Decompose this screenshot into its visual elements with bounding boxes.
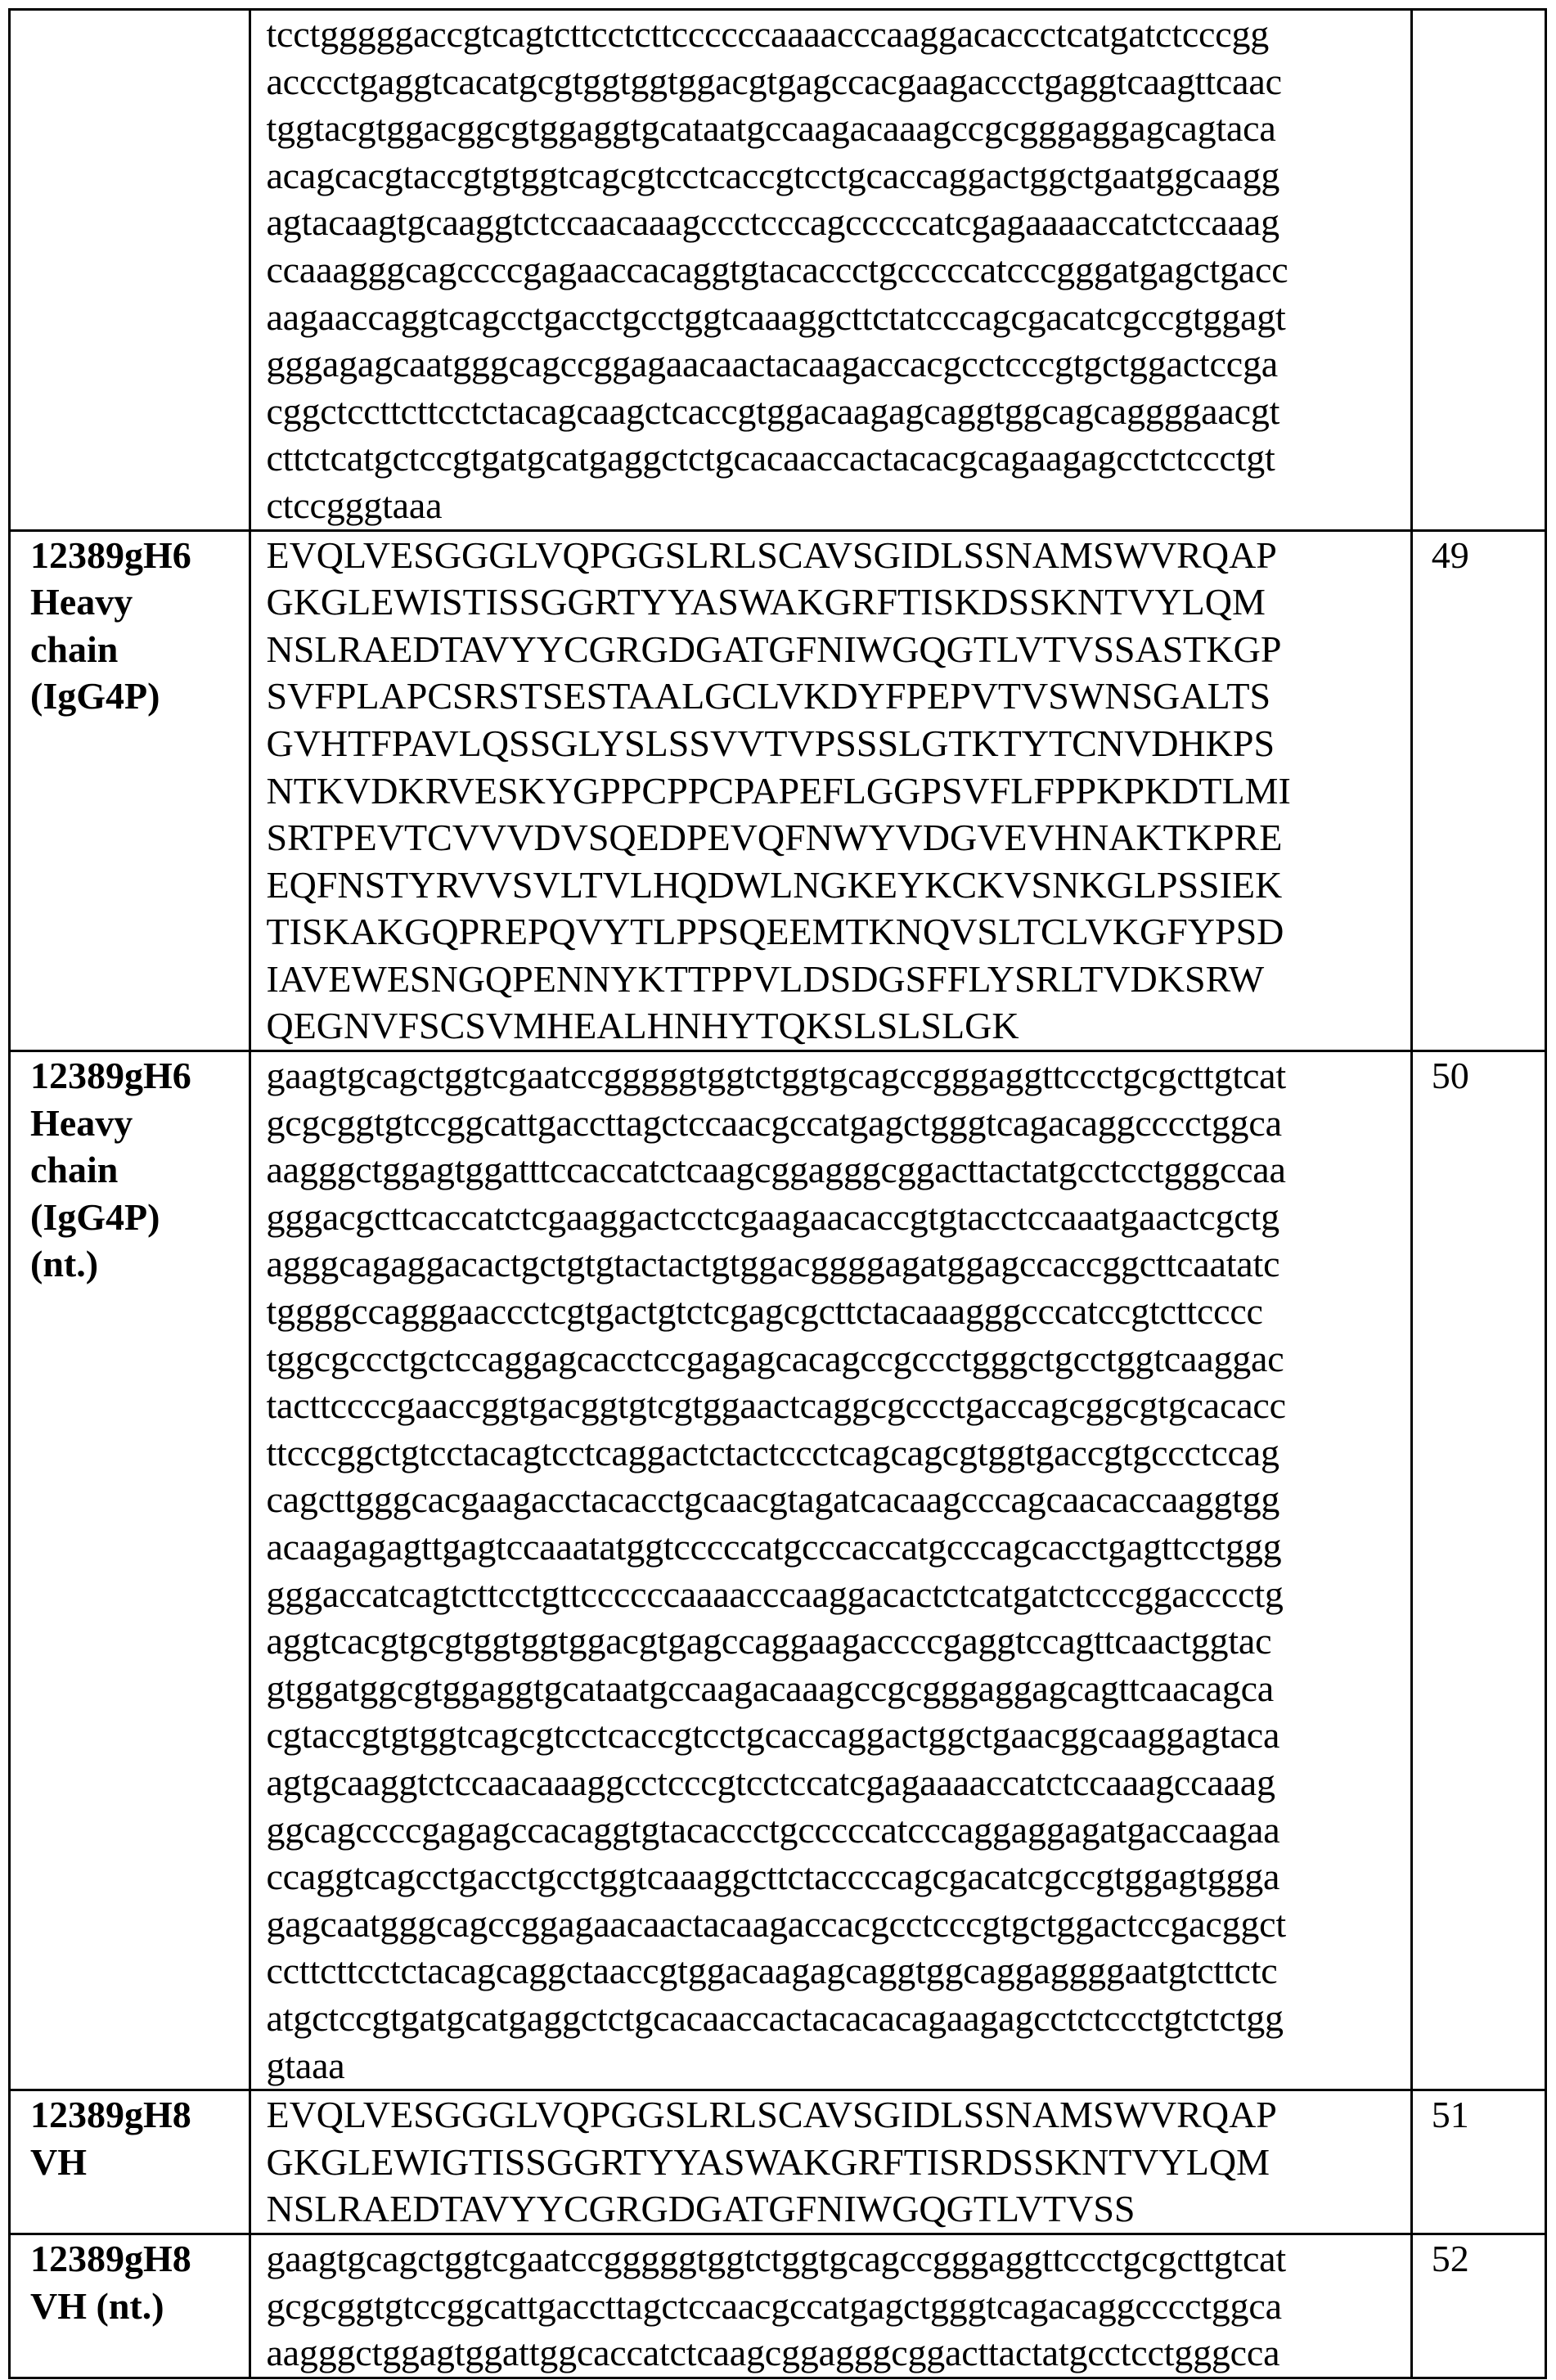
sequence-line: acagcacgtaccgtgtggtcagcgtcctcaccgtcctgcaccaggactggctgaatggcaagg <box>266 154 1280 196</box>
sequence-line: agggcagaggacactgctgtgtactactgtggacggggagatggagccaccggcttcaatatc <box>266 1243 1280 1285</box>
sequence-line: GKGLEWISTISSGGRTYYASWAKGRFTISKDSSKNTVYLQM <box>266 581 1266 623</box>
sequence-line: ctccgggtaaa <box>266 484 443 526</box>
sequence-line: tggtacgtggacggcgtggaggtgcataatgccaagacaaagccgcgggaggagcagtaca <box>266 107 1276 150</box>
sequence-line: gtggatggcgtggaggtgcataatgccaagacaaagccgcgggaggagcagttcaacagca <box>266 1667 1275 1709</box>
sequence-line: IAVEWESNGQPENNYKTTPPVLDSDGSFFLYSRLTVDKSRW <box>266 957 1265 1000</box>
sequence-cell <box>250 1051 1411 2090</box>
sequence-name-cell <box>10 2234 250 2378</box>
sequence-table <box>8 8 1547 2379</box>
sequence-line: EVQLVESGGGLVQPGGSLRLSCAVSGIDLSSNAMSWVRQAP <box>266 533 1277 576</box>
sequence-line: GVHTFPAVLQSSGLYSLSSVVTVPSSSLGTKTYTCNVDHKPS <box>266 722 1275 764</box>
sequence-line: GKGLEWIGTISSGGRTYYASWAKGRFTISRDSSKNTVYLQM <box>266 2140 1270 2183</box>
sequence-line: QEGNVFSCSVMHEALHNHYTQKSLSLSLGK <box>266 1005 1019 1047</box>
sequence-line: agtgcaaggtctccaacaaaggcctcccgtcctccatcgagaaaaccatctccaaagccaaag <box>266 1761 1275 1803</box>
sequence-line: agtacaagtgcaaggtctccaacaaagccctcccagcccccatcgagaaaaccatctccaaag <box>266 201 1279 244</box>
sequence-name-line: Heavy <box>30 1101 133 1144</box>
sequence-line: gcgcggtgtccggcattgaccttagctccaacgccatgagctgggtcagacaggcccctggca <box>266 1101 1282 1144</box>
sequence-line: tggggccagggaaccctcgtgactgtctcgagcgcttctacaaagggcccatccgtcttcccc <box>266 1290 1263 1333</box>
sequence-line: gtaaa <box>266 2044 345 2086</box>
sequence-line: tggcgccctgctccaggagcacctccgagagcacagccgccctgggctgcctggtcaaggac <box>266 1337 1284 1379</box>
sequence-name-line: Heavy <box>30 581 133 623</box>
sequence-line: ccaaagggcagccccgagaaccacaggtgtacaccctgcccccatcccgggatgagctgacc <box>266 248 1288 290</box>
sequence-name-line: (nt.) <box>30 1243 99 1285</box>
sequence-name-line: VH <box>30 2140 87 2183</box>
sequence-line: NTKVDKRVESKYGPPCPPCPAPEFLGGPSVFLFPPKPKDTLMI <box>266 769 1291 812</box>
sequence-line: ggcagccccgagagccacaggtgtacaccctgcccccatcccaggaggagatgaccaagaa <box>266 1808 1280 1851</box>
sequence-line: acaagagagttgagtccaaatatggtcccccatgcccaccatgcccagcacctgagttcctggg <box>266 1526 1282 1568</box>
sequence-line: gaagtgcagctggtcgaatccgggggtggtctggtgcagccgggaggttccctgcgcttgtcat <box>266 2237 1286 2279</box>
sequence-line: ccaggtcagcctgacctgcctggtcaaaggcttctaccccagcgacatcgccgtggagtggga <box>266 1856 1280 1898</box>
sequence-line: ccttcttcctctacagcaggctaaccgtggacaagagcaggtggcaggaggggaatgtcttctc <box>266 1950 1278 1992</box>
sequence-cell <box>250 2090 1411 2234</box>
sequence-line: gcgcggtgtccggcattgaccttagctccaacgccatgagctgggtcagacaggcccctggca <box>266 2284 1282 2327</box>
seq-id-cell: 50 <box>1411 1051 1545 2090</box>
sequence-line: gaagtgcagctggtcgaatccgggggtggtctggtgcagccgggaggttccctgcgcttgtcat <box>266 1055 1286 1097</box>
sequence-line: cgtaccgtgtggtcagcgtcctcaccgtcctgcaccaggactggctgaacggcaaggagtaca <box>266 1714 1280 1757</box>
sequence-line: aagaaccaggtcagcctgacctgcctggtcaaaggcttctatcccagcgacatcgccgtggagt <box>266 295 1286 338</box>
sequence-name-line: (IgG4P) <box>30 1195 160 1238</box>
sequence-cell <box>250 530 1411 1051</box>
table-row <box>10 1051 1546 2090</box>
seq-id-cell <box>1411 10 1545 531</box>
sequence-cell <box>250 2234 1411 2378</box>
sequence-line: SVFPLAPCSRSTSESTAALGCLVKDYFPEPVTVSWNSGALTS <box>266 675 1271 718</box>
sequence-cell <box>250 10 1411 531</box>
seq-id-cell: 51 <box>1411 2090 1545 2234</box>
sequence-name-cell <box>10 2090 250 2234</box>
sequence-line: aggtcacgtgcgtggtggtggacgtgagccaggaagaccccgaggtccagttcaactggtac <box>266 1620 1272 1662</box>
seq-id-cell: 52 <box>1411 2234 1545 2378</box>
sequence-line: ttcccggctgtcctacagtcctcaggactctactccctcagcagcgtggtgaccgtgccctccag <box>266 1431 1279 1473</box>
sequence-name-cell <box>10 530 250 1051</box>
sequence-line: cagcttgggcacgaagacctacacctgcaacgtagatcacaagcccagcaacaccaaggtgg <box>266 1478 1280 1521</box>
sequence-line: NSLRAEDTAVYYCGRGDGATGFNIWGQGTLVTVSS <box>266 2188 1136 2230</box>
sequence-line: SRTPEVTCVVVDVSQEDPEVQFNWYVDGVEVHNAKTKPRE <box>266 817 1283 859</box>
sequence-line: gggagagcaatgggcagccggagaacaactacaagaccacgcctcccgtgctggactccga <box>266 343 1278 385</box>
sequence-line: gagcaatgggcagccggagaacaactacaagaccacgcctcccgtgctggactccgacggct <box>266 1902 1286 1945</box>
sequence-line: gggacgcttcaccatctcgaaggactcctcgaagaacaccgtgtacctccaaatgaactcgctg <box>266 1195 1279 1238</box>
sequence-line: NSLRAEDTAVYYCGRGDGATGFNIWGQGTLVTVSSASTKGP <box>266 628 1282 670</box>
sequence-line: cttctcatgctccgtgatgcatgaggctctgcacaaccactacacgcagaagagcctctccctgt <box>266 437 1275 479</box>
sequence-name-line: 12389gH6 <box>30 533 191 576</box>
sequence-name-line: 12389gH8 <box>30 2237 191 2279</box>
sequence-line: aagggctggagtggattggcaccatctcaagcggagggcggacttactatgcctcctgggcca <box>266 2332 1280 2374</box>
sequence-name-line: VH (nt.) <box>30 2284 164 2327</box>
sequence-line: cggctccttcttcctctacagcaagctcaccgtggacaagagcaggtggcagcaggggaacgt <box>266 389 1280 432</box>
table-row <box>10 530 1546 1051</box>
sequence-name-cell <box>10 1051 250 2090</box>
sequence-line: tcctgggggaccgtcagtcttcctcttccccccaaaacccaaggacaccctcatgatctcccgg <box>266 13 1270 55</box>
sequence-name-cell <box>10 10 250 531</box>
sequence-name-line: 12389gH6 <box>30 1055 191 1097</box>
sequence-name-line: chain <box>30 1149 119 1191</box>
sequence-name-line: 12389gH8 <box>30 2094 191 2136</box>
sequence-line: aagggctggagtggatttccaccatctcaagcggagggcggacttactatgcctcctgggccaa <box>266 1149 1286 1191</box>
sequence-table-body <box>10 10 1546 2378</box>
sequence-name-line: chain <box>30 628 119 670</box>
table-row <box>10 2234 1546 2378</box>
sequence-line: EQFNSTYRVVSVLTVLHQDWLNGKEYKCKVSNKGLPSSIEK <box>266 863 1283 906</box>
sequence-line: acccctgaggtcacatgcgtggtggtggacgtgagccacgaagaccctgaggtcaagttcaac <box>266 60 1282 102</box>
sequence-line: atgctccgtgatgcatgaggctctgcacaaccactacacacagaagagcctctccctgtctctgg <box>266 1996 1284 2039</box>
seq-id-cell: 49 <box>1411 530 1545 1051</box>
sequence-line: TISKAKGQPREPQVYTLPPSQEEMTKNQVSLTCLVKGFYPSD <box>266 911 1284 953</box>
sequence-line: tacttccccgaaccggtgacggtgtcgtggaactcaggcgccctgaccagcggcgtgcacacc <box>266 1384 1286 1427</box>
sequence-line: gggaccatcagtcttcctgttccccccaaaacccaaggacactctcatgatctcccggacccctg <box>266 1572 1284 1615</box>
table-row <box>10 10 1546 531</box>
sequence-line: EVQLVESGGGLVQPGGSLRLSCAVSGIDLSSNAMSWVRQAP <box>266 2094 1277 2136</box>
table-row <box>10 2090 1546 2234</box>
sequence-name-line: (IgG4P) <box>30 675 160 718</box>
